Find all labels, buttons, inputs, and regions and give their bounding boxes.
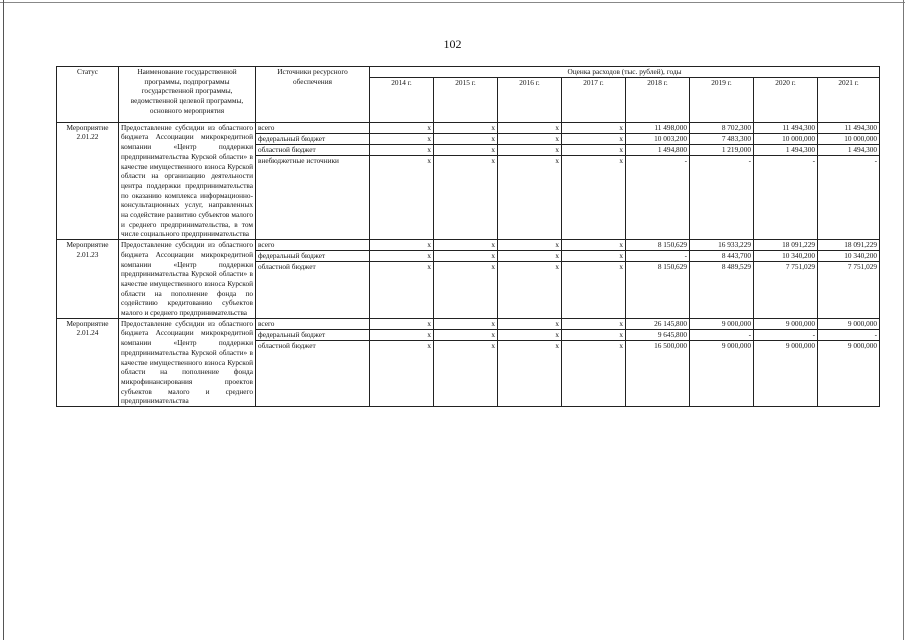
scan-edge-top xyxy=(0,2,905,3)
value-cell: x xyxy=(370,340,434,406)
value-cell: x xyxy=(562,133,626,144)
measure-status: Мероприятие 2.01.22 xyxy=(57,122,119,239)
scan-edge-right xyxy=(903,0,904,640)
value-cell: x xyxy=(498,122,562,133)
source-cell: внебюджетные источники xyxy=(256,155,370,239)
value-cell: - xyxy=(690,155,754,239)
value-cell: x xyxy=(434,329,498,340)
header-status: Статус xyxy=(57,67,119,123)
value-cell: x xyxy=(434,240,498,251)
value-cell: x xyxy=(498,133,562,144)
value-cell: 8 150,629 xyxy=(626,262,690,319)
header-year: 2021 г. xyxy=(818,77,880,122)
value-cell: 9 000,000 xyxy=(818,340,880,406)
value-cell: x xyxy=(434,340,498,406)
value-cell: 10 340,200 xyxy=(754,251,818,262)
value-cell: 9 000,000 xyxy=(690,340,754,406)
value-cell: 8 443,700 xyxy=(690,251,754,262)
value-cell: 9 000,000 xyxy=(818,318,880,329)
value-cell: 9 645,800 xyxy=(626,329,690,340)
value-cell: x xyxy=(562,340,626,406)
value-cell: - xyxy=(818,155,880,239)
value-cell: x xyxy=(370,144,434,155)
measure-status: Мероприятие 2.01.24 xyxy=(57,318,119,406)
value-cell: 16 933,229 xyxy=(690,240,754,251)
value-cell: - xyxy=(818,329,880,340)
table-row xyxy=(57,318,880,329)
header-year: 2019 г. xyxy=(690,77,754,122)
value-cell: 10 003,200 xyxy=(626,133,690,144)
value-cell: x xyxy=(434,133,498,144)
value-cell: x xyxy=(562,318,626,329)
header-year: 2016 г. xyxy=(498,77,562,122)
value-cell: 8 150,629 xyxy=(626,240,690,251)
value-cell: 10 000,000 xyxy=(754,133,818,144)
value-cell: x xyxy=(434,262,498,319)
value-cell: 9 000,000 xyxy=(754,340,818,406)
value-cell: x xyxy=(562,262,626,319)
source-cell: областной бюджет xyxy=(256,144,370,155)
budget-table xyxy=(56,66,880,407)
value-cell: x xyxy=(562,155,626,239)
value-cell: 9 000,000 xyxy=(690,318,754,329)
value-cell: x xyxy=(370,318,434,329)
value-cell: 11 494,300 xyxy=(818,122,880,133)
table-row xyxy=(57,122,880,133)
value-cell: 7 751,029 xyxy=(754,262,818,319)
table-row xyxy=(57,240,880,251)
source-cell: областной бюджет xyxy=(256,340,370,406)
header-year: 2015 г. xyxy=(434,77,498,122)
value-cell: x xyxy=(370,329,434,340)
value-cell: 1 494,800 xyxy=(626,144,690,155)
value-cell: - xyxy=(626,251,690,262)
value-cell: x xyxy=(562,122,626,133)
value-cell: 18 091,229 xyxy=(818,240,880,251)
value-cell: x xyxy=(562,329,626,340)
page-number: 102 xyxy=(443,37,462,51)
value-cell: 11 498,000 xyxy=(626,122,690,133)
value-cell: x xyxy=(370,122,434,133)
table-body xyxy=(57,122,880,406)
value-cell: 16 500,000 xyxy=(626,340,690,406)
value-cell: x xyxy=(498,262,562,319)
value-cell: - xyxy=(690,329,754,340)
measure-status: Мероприятие 2.01.23 xyxy=(57,240,119,319)
source-cell: федеральный бюджет xyxy=(256,251,370,262)
value-cell: - xyxy=(754,155,818,239)
header-year: 2018 г. xyxy=(626,77,690,122)
header-year: 2020 г. xyxy=(754,77,818,122)
table-header xyxy=(57,67,880,123)
value-cell: 11 494,300 xyxy=(754,122,818,133)
header-source: Источники ресурсного обеспечения xyxy=(256,67,370,123)
scan-edge-left xyxy=(3,0,4,640)
value-cell: x xyxy=(498,144,562,155)
value-cell: 9 000,000 xyxy=(754,318,818,329)
value-cell: - xyxy=(754,329,818,340)
value-cell: 26 145,800 xyxy=(626,318,690,329)
value-cell: 1 494,300 xyxy=(818,144,880,155)
header-name: Наименование государственной программы, подпрограммы государственной программы, ведомственной целевой программы, основного мероприятия xyxy=(119,67,256,123)
value-cell: x xyxy=(434,318,498,329)
value-cell: 10 000,000 xyxy=(818,133,880,144)
measure-name: Предоставление субсидии из областного бюджета Ассоциации микрокредитной компании «Центр поддержки предпринимательства Курской области» в качестве имущественного взноса Курской области на организацию деятельности центра поддержки предпринимательства по оказанию комплекса информационно-консультационных услуг, направленных на содействие развитию субъектов малого и среднего предпринимательства, в том числе социального предпринимательства xyxy=(119,122,256,239)
value-cell: 1 219,000 xyxy=(690,144,754,155)
source-cell: всего xyxy=(256,318,370,329)
value-cell: 8 489,529 xyxy=(690,262,754,319)
value-cell: x xyxy=(562,240,626,251)
value-cell: x xyxy=(562,251,626,262)
value-cell: x xyxy=(434,122,498,133)
value-cell: x xyxy=(434,155,498,239)
value-cell: x xyxy=(434,251,498,262)
header-year: 2014 г. xyxy=(370,77,434,122)
source-cell: федеральный бюджет xyxy=(256,133,370,144)
value-cell: 1 494,300 xyxy=(754,144,818,155)
value-cell: 10 340,200 xyxy=(818,251,880,262)
value-cell: x xyxy=(370,240,434,251)
value-cell: 8 702,300 xyxy=(690,122,754,133)
value-cell: x xyxy=(370,155,434,239)
header-estimate: Оценка расходов (тыс. рублей), годы xyxy=(370,67,880,78)
source-cell: областной бюджет xyxy=(256,262,370,319)
header-year: 2017 г. xyxy=(562,77,626,122)
value-cell: x xyxy=(370,262,434,319)
value-cell: x xyxy=(498,240,562,251)
value-cell: - xyxy=(626,155,690,239)
source-cell: всего xyxy=(256,122,370,133)
value-cell: x xyxy=(498,251,562,262)
measure-name: Предоставление субсидии из областного бюджета Ассоциации микрокредитной компании «Центр поддержки предпринимательства Курской области» в качестве имущественного взноса Курской области на пополнение фонда по содействию кредитованию субъектов малого и среднего предпринимательства xyxy=(119,240,256,319)
value-cell: 18 091,229 xyxy=(754,240,818,251)
value-cell: x xyxy=(498,340,562,406)
value-cell: x xyxy=(370,251,434,262)
value-cell: x xyxy=(498,155,562,239)
value-cell: x xyxy=(370,133,434,144)
source-cell: всего xyxy=(256,240,370,251)
value-cell: x xyxy=(562,144,626,155)
value-cell: x xyxy=(498,329,562,340)
value-cell: x xyxy=(498,318,562,329)
value-cell: x xyxy=(434,144,498,155)
source-cell: федеральный бюджет xyxy=(256,329,370,340)
measure-name: Предоставление субсидии из областного бюджета Ассоциации микрокредитной компании «Центр поддержки предпринимательства Курской области» в качестве имущественного взноса Курской области на пополнение фонда микрофинансирования проектов субъектов малого и среднего предпринимательства xyxy=(119,318,256,406)
value-cell: 7 483,300 xyxy=(690,133,754,144)
value-cell: 7 751,029 xyxy=(818,262,880,319)
